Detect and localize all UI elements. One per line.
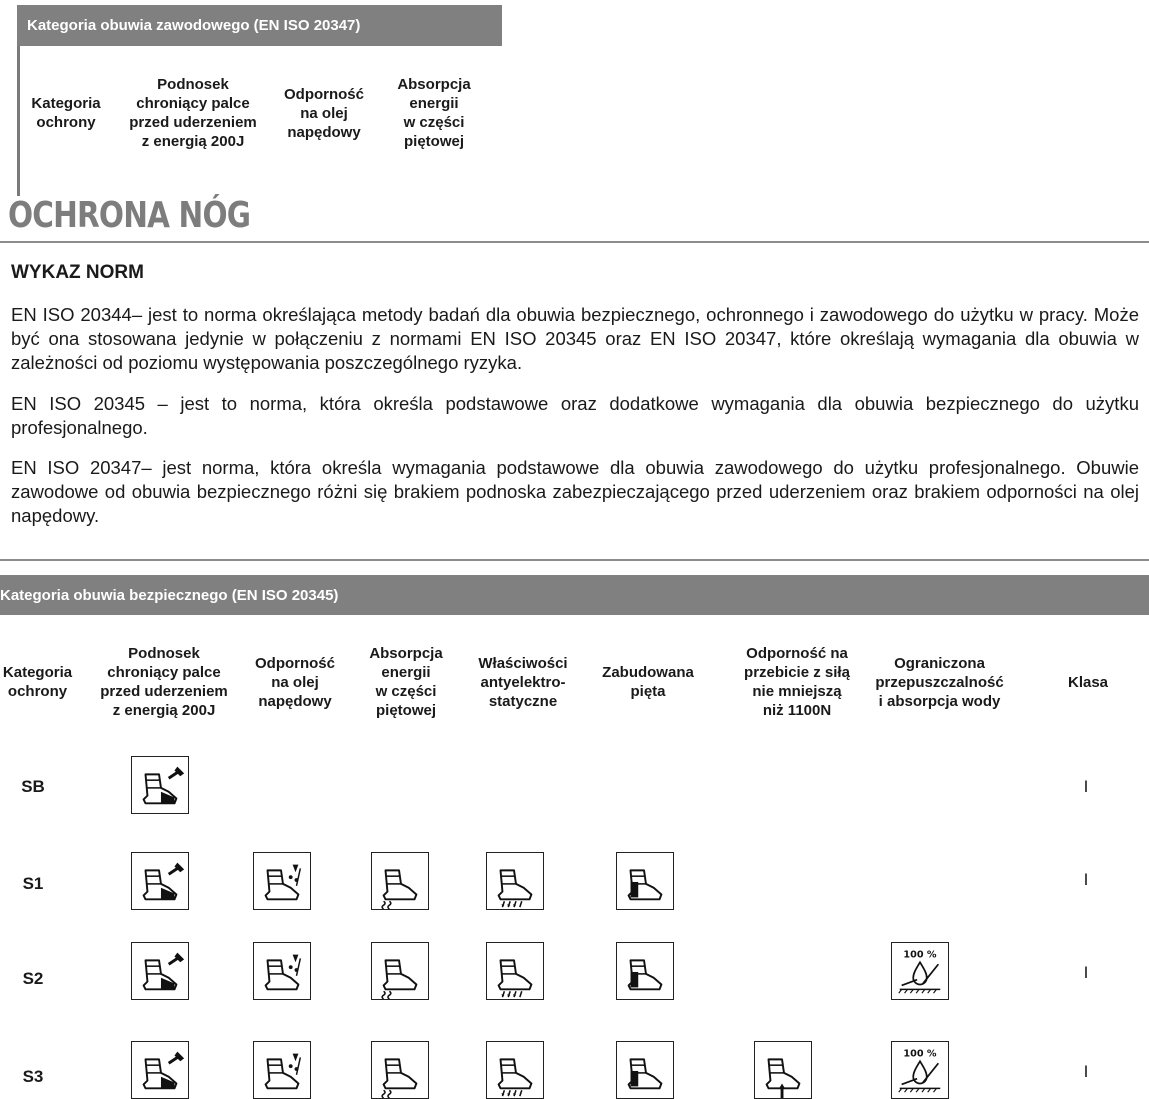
safety-header-bar: [0, 575, 1149, 615]
antistatic-icon: [486, 942, 544, 1000]
row-klasa-s1: I: [1083, 870, 1089, 889]
title-divider: [0, 241, 1149, 243]
water-icon: [891, 1041, 949, 1099]
safety-header-absorption: Absorpcja energii w części piętowej: [369, 645, 443, 719]
heel-absorb-icon: [371, 1041, 429, 1099]
safety-bar-label: Kategoria obuwia bezpiecznego (EN ISO 20345): [0, 586, 339, 604]
norm-paragraph-20344: EN ISO 20344– jest to norma określająca metody badań dla obuwia bezpiecznego, ochronnego i zawodowego do użytku w pracy. Może być ona stosowana jedynie w połączeniu z normami EN ISO 20345 oraz EN ISO 20347, które określają wymagania dla obuwia w zależności od poziomu występowania poszczególnego ryzyka.: [11, 304, 1139, 373]
heel-closed-icon: [616, 852, 674, 910]
heel-absorb-icon: [371, 942, 429, 1000]
safety-header-oil: Odporność na olej napędowy: [254, 655, 335, 710]
toe-cap-icon: [131, 852, 189, 910]
norm-paragraph-20345: EN ISO 20345 – jest to norma, która określa podstawowe oraz dodatkowe wymagania dla obuwia bezpiecznego do użytku profesjonalnego.: [11, 393, 1139, 438]
row-label-s1: S1: [22, 874, 44, 893]
heel-absorb-icon: [371, 852, 429, 910]
safety-header-antistatic: Właściwości antyelektro- statyczne: [478, 655, 568, 710]
safety-header-closed-heel: Zabudowana pięta: [602, 664, 694, 700]
antistatic-icon: [486, 852, 544, 910]
safety-header-category: Kategoria ochrony: [2, 664, 73, 700]
toe-cap-icon: [131, 942, 189, 1000]
row-label-s3: S3: [22, 1067, 44, 1086]
oil-icon: [253, 852, 311, 910]
water-icon: [891, 942, 949, 1000]
page-title: OCHRONA NÓG: [8, 195, 251, 236]
row-klasa-s3: I: [1083, 1062, 1089, 1081]
occupational-bar-label: Kategoria obuwia zawodowego (EN ISO 20347): [27, 17, 361, 34]
water-icon-label: 100 %: [903, 1048, 937, 1060]
norms-heading: WYKAZ NORM: [11, 262, 144, 283]
norms-divider: [0, 559, 1149, 561]
safety-header-toe-cap: Podnosek chroniący palce przed uderzeniem z energią 200J: [100, 645, 228, 719]
occ-header-oil: Odporność na olej napędowy: [283, 86, 364, 141]
row-klasa-sb: I: [1083, 777, 1089, 796]
row-label-sb: SB: [21, 777, 45, 796]
toe-cap-icon: [131, 1041, 189, 1099]
occupational-header-bar: [17, 5, 502, 46]
norm-paragraph-20347: EN ISO 20347– jest norma, która określa wymagania podstawowe dla obuwia zawodowego do użytku profesjonalnego. Obuwie zawodowe od obuwia bezpiecznego różni się brakiem podnoska zabezpieczającego przed uderzeniem oraz brakiem odporności na olej napędowy.: [11, 457, 1139, 526]
puncture-icon: [754, 1041, 812, 1099]
heel-closed-icon: [616, 1041, 674, 1099]
row-klasa-s2: I: [1083, 963, 1089, 982]
occ-header-category: Kategoria ochrony: [31, 95, 101, 131]
safety-header-water: Ograniczona przepuszczalność i absorpcja wody: [875, 655, 1004, 710]
water-icon-label: 100 %: [903, 949, 937, 961]
safety-header-klasa: Klasa: [1067, 674, 1109, 691]
occ-header-absorption: Absorpcja energii w części piętowej: [397, 76, 471, 150]
oil-icon: [253, 1041, 311, 1099]
occ-header-toe-cap: Podnosek chroniący palce przed uderzeniem z energią 200J: [129, 76, 257, 150]
safety-header-puncture: Odporność na przebicie z siłą nie mniejszą niż 1100N: [744, 645, 850, 719]
row-label-s2: S2: [22, 969, 44, 988]
heel-closed-icon: [616, 942, 674, 1000]
oil-icon: [253, 942, 311, 1000]
toe-cap-icon: [131, 756, 189, 814]
antistatic-icon: [486, 1041, 544, 1099]
